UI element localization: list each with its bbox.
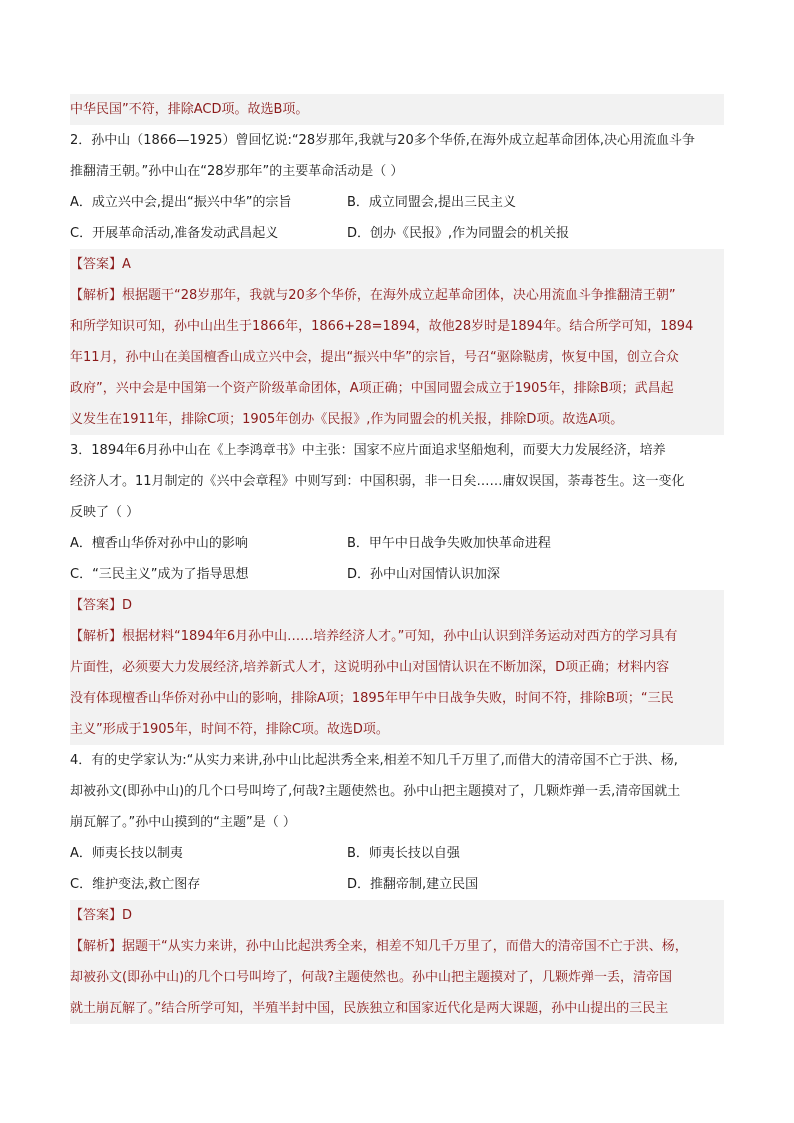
question-stem-line: 却被孙文(即孙中山)的几个口号叫垮了,何哉?主题使然也。孙中山把主题摸对了，几颗炸弹一丢,清帝国就土: [70, 784, 681, 799]
answer-line: 【答案】D: [70, 590, 724, 621]
analysis-line: 政府”，兴中会是中国第一个资产阶级革命团体，A项正确；中国同盟会成立于1905年，排除B项；武昌起: [70, 373, 724, 404]
option-b: B．成立同盟会,提出三民主义: [347, 195, 517, 210]
option-b: B．甲午中日战争失败加快革命进程: [347, 536, 551, 551]
question-stem-line: 反映了（ ）: [70, 505, 140, 520]
options-row: [70, 218, 724, 249]
question-4: [70, 745, 724, 1024]
question-stem-line: 推翻清王朝。”孙中山在“28岁那年”的主要革命活动是（ ）: [70, 164, 404, 179]
question-stem-line: 经济人才。11月制定的《兴中会章程》中则写到：中国积弱，非一日矣……庸奴误国，荼毒苍生。这一变化: [70, 474, 685, 489]
option-c: C．维护变法,救亡图存: [70, 877, 201, 892]
analysis-line: 【解析】根据题干“28岁那年，我就与20多个华侨，在海外成立起革命团体，决心用流血斗争推翻清王朝”: [70, 280, 724, 311]
question-stem-line: 崩瓦解了。”孙中山摸到的“主题”是（ ）: [70, 815, 296, 830]
options-row: [70, 187, 724, 218]
option-d: D．孙中山对国情认识加深: [347, 567, 501, 582]
analysis-line: 没有体现檀香山华侨对孙中山的影响，排除A项；1895年甲午中日战争失败，时间不符，排除B项；“三民: [70, 683, 724, 714]
option-c: C．开展革命活动,准备发动武昌起义: [70, 226, 279, 241]
question-stem-line: 4．有的史学家认为:“从实力来讲,孙中山比起洪秀全来,相差不知几千万里了,而借大的清帝国不亡于洪、杨,: [70, 753, 678, 768]
option-a: A．成立兴中会,提出“振兴中华”的宗旨: [70, 195, 292, 210]
analysis-line: 主义”形成于1905年，时间不符，排除C项。故选D项。: [70, 714, 724, 745]
analysis-line: 【解析】据题干“从实力来讲，孙中山比起洪秀全来，相差不知几千万里了，而借大的清帝国不亡于洪、杨，: [70, 931, 724, 962]
answer-line: 【答案】D: [70, 900, 724, 931]
question-2: [70, 125, 724, 435]
answer-line: 【答案】A: [70, 249, 724, 280]
option-a: A．檀香山华侨对孙中山的影响: [70, 536, 248, 551]
question-stem-line: 3．1894年6月孙中山在《上李鸿章书》中主张：国家不应片面追求坚船炮利，而要大力发展经济，培养: [70, 443, 666, 458]
analysis-line: 就土崩瓦解了。”结合所学可知，半殖半封中国，民族独立和国家近代化是两大课题，孙中山提出的三民主: [70, 993, 724, 1024]
analysis-line: 年11月，孙中山在美国檀香山成立兴中会，提出“振兴中华”的宗旨，号召“驱除鞑虏，恢复中国，创立合众: [70, 342, 724, 373]
options-row: [70, 869, 724, 900]
option-d: D．创办《民报》,作为同盟会的机关报: [347, 226, 570, 241]
analysis-line: 义发生在1911年，排除C项；1905年创办《民报》,作为同盟会的机关报，排除D项。故选A项。: [70, 404, 724, 435]
prev-analysis-line: 中华民国”不符，排除ACD项。故选B项。: [70, 94, 724, 125]
option-c: C．“三民主义”成为了指导思想: [70, 567, 249, 582]
options-row: [70, 838, 724, 869]
question-3: [70, 435, 724, 745]
analysis-line: 片面性，必须要大力发展经济,培养新式人才，这说明孙中山对国情认识在不断加深，D项正确；材料内容: [70, 652, 724, 683]
option-a: A．师夷长技以制夷: [70, 846, 183, 861]
analysis-line: 却被孙文(即孙中山)的几个口号叫垮了，何哉?主题使然也。孙中山把主题摸对了，几颗炸弹一丢，清帝国: [70, 962, 724, 993]
analysis-line: 【解析】根据材料“1894年6月孙中山……培养经济人才。”可知，孙中山认识到洋务运动对西方的学习具有: [70, 621, 724, 652]
options-row: [70, 559, 724, 590]
analysis-line: 和所学知识可知，孙中山出生于1866年，1866+28=1894，故他28岁时是1894年。结合所学可知，1894: [70, 311, 724, 342]
options-row: [70, 528, 724, 559]
option-b: B．师夷长技以自强: [347, 846, 460, 861]
page-content: [70, 94, 724, 1024]
option-d: D．推翻帝制,建立民国: [347, 877, 479, 892]
question-stem-line: 2．孙中山（1866—1925）曾回忆说:“28岁那年,我就与20多个华侨,在海外成立起革命团体,决心用流血斗争: [70, 133, 696, 148]
